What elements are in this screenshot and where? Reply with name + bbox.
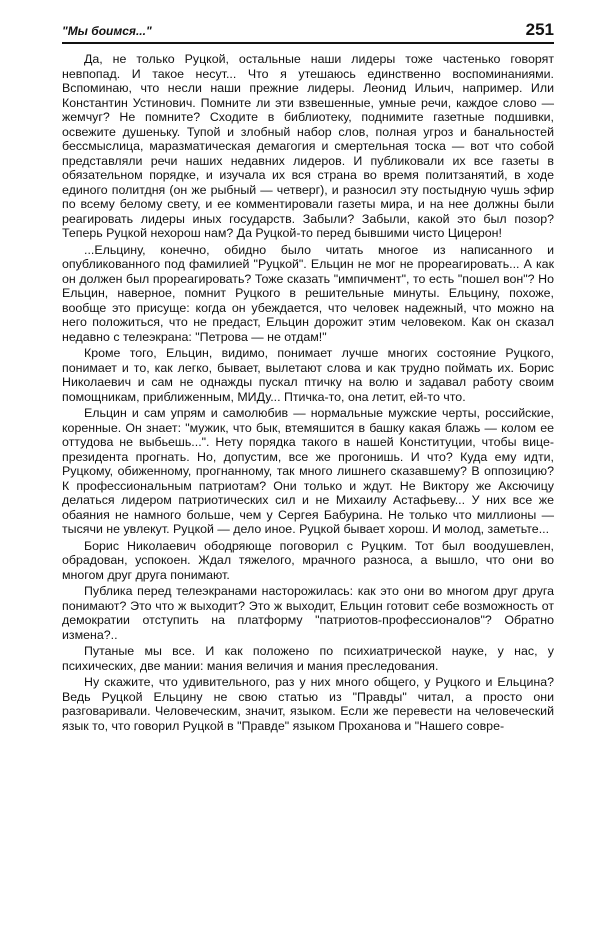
paragraph: ...Ельцину, конечно, обидно было читать многое из написанного и опубликованного под фамилией "Руцкой". Ельцин не мог не прореагировать... А как он должен был прореагировать? Тоже сказать "импичмент", то есть "пошел вон"? Но Ельцин, наверное, помнит Руцкого в решительные минуты. Ельцину, похоже, вообще это присуще: когда он убеждается, что человек надежный, что можно на него положиться, что не предаст, Ельцин дорожит этим человеком. Как он сказал недавно с телеэкрана: "Петрова — не отдам!" [62, 242, 554, 344]
page-header [62, 20, 554, 44]
body-text [62, 52, 554, 735]
paragraph: Кроме того, Ельцин, видимо, понимает лучше многих состояние Руцкого, понимает и то, как легко, бывает, вылетают слова и как трудно поймать их. Борис Николаевич и сам не однажды пускал птичку на волю и задавал работу своим помощникам, приближенным, МИДу... Птичка-то, она летит, ей-то что. [62, 346, 554, 404]
running-title: "Мы боимся..." [62, 24, 152, 38]
paragraph: Борис Николаевич ободряюще поговорил с Руцким. Тот был воодушевлен, обрадован, успокоен. Ждал тяжелого, мрачного разноса, а вышло, что они во многом друг друга понимают. [62, 538, 554, 582]
paragraph: Путаные мы все. И как положено по психиатрической науке, у нас, у психических, две мании: мания величия и мания преследования. [62, 644, 554, 673]
paragraph: Ельцин и сам упрям и самолюбив — нормальные мужские черты, российские, коренные. Он знает: "мужик, что бык, втемяшится в башку какая блажь — колом ее оттудова не выбьешь...". Нету порядка такого в нашей Конституции, чтобы вице-президента прогнать. Но, допустим, все же прогонишь. И что? Куда ему идти, Руцкому, обиженному, прогнанному, так много лишнего сказавшему? В оппозицию? К профессиональным патриотам? Они только и ждут. Не Виктору же Аксючицу делаться лидером патриотических сил и не Михаилу Астафьеву... У них все же обаяния не намного больше, чем у Сергея Бабурина. Не только что миллионы — тысячи не увлекут. Руцкой — дело иное. Руцкой бывает хорош. И молод, заметьте... [62, 406, 554, 536]
page-number: 251 [525, 20, 554, 39]
paragraph: Да, не только Руцкой, остальные наши лидеры тоже частенько говорят невпопад. И такое несут... Что я утешаюсь единственно воспоминаниями. Вспоминаю, что несли наши прежние лидеры. Леонид Ильич, например. Или Константин Устинович. Помните ли эти взвешенные, умные речи, каждое слово — жемчуг? Не помните? Сходите в библиотеку, поднимите газетные подшивки, освежите душеньку. Тупой и злобный набор слов, полная угроз и банальностей бессмыслица, маразматическая демагогия и смертельная тоска — вот что собой представляли речи наших недавних лидеров. И публиковали их все газеты в обязательном порядке, и изучала их вся страна во время политзанятий, в ходе единого политдня (он же рыбный — четверг), и разносил эту постыдную чушь эфир по всему белому свету, и ее комментировали газеты мира, и на нее должны были реагировать лидеры иных государств. Забыли? Забыли, какой это был позор? Теперь Руцкой нехорош нам? Да Руцкой-то перед бывшими чисто Цицерон! [62, 52, 554, 240]
paragraph: Ну скажите, что удивительного, раз у них много общего, у Руцкого и Ельцина? Ведь Руцкой Ельцину не свою статью из "Правды" читал, а просто они разговаривали. Человеческим, значит, языком. Если же перевести на человеческий язык то, что говорил Руцкой в "Правде" языком Проханова и "Нашего совре- [62, 675, 554, 733]
paragraph: Публика перед телеэкранами насторожилась: как это они во многом друг друга понимают? Это что ж выходит? Это ж выходит, Ельцин готовит себе возможность от демократии отступить на платформу "патриотов-профессионалов"? Обратно измена?.. [62, 584, 554, 642]
